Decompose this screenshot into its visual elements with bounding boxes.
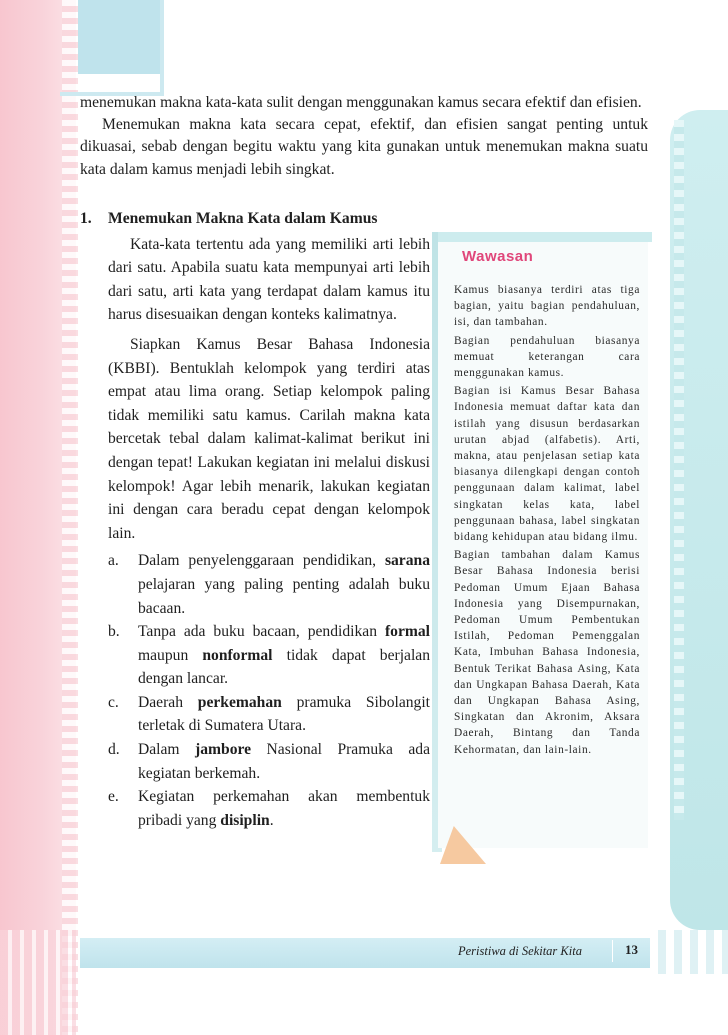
footer-separator: [612, 940, 613, 962]
item-text: Tanpa ada buku bacaan, pendidikan formal maupun nonformal tidak dapat berjalan dengan lancar.: [138, 623, 430, 688]
bold-word: sarana: [384, 552, 430, 570]
item-letter: e.: [108, 788, 119, 806]
list-item: [108, 785, 430, 832]
intro-paragraph-1: menemukan makna kata-kata sulit dengan menggunakan kamus secara efektif dan efisien.: [80, 94, 642, 111]
section-1: [80, 207, 430, 832]
footer-pixel-decor: [650, 930, 728, 974]
sidebar-title: Wawasan: [462, 248, 534, 265]
section-number: 1.: [80, 210, 92, 227]
footer-book-title: Peristiwa di Sekitar Kita: [458, 944, 582, 958]
right-decor-strip: [674, 120, 684, 820]
bold-word: jambore: [195, 741, 252, 759]
list-item: [108, 549, 430, 620]
left-decor-edge: [62, 0, 78, 1035]
sidebar-top-accent: [438, 232, 652, 242]
footer-pink-decor: [0, 930, 76, 1035]
bold-word: formal: [384, 623, 430, 641]
sidebar-paragraph: Bagian tambahan dalam Kamus Besar Bahasa Indonesia berisi Pedoman Umum Ejaan Bahasa Indonesia yang Disempurnakan, Pedoman Umum Pembentukan Istilah, Pedoman Pemenggalan Kata, Imbuhan Bahasa Indonesia, Bentuk Terikat Bahasa Asing, Kata dan Ungkapan Bahasa Daerah, Kata dan Ungkapan Bahasa Asing, Singkatan dan Akronim, Aksara Daerah, Bintang dan Tanda Kehormatan, dan lain-lain.: [454, 549, 640, 756]
bold-word: perkemahan: [197, 693, 282, 711]
item-letter: a.: [108, 552, 119, 570]
sidebar-paragraph: Bagian pendahuluan biasanya memuat keterangan cara menggunakan kamus.: [454, 334, 640, 380]
item-letter: b.: [108, 623, 120, 641]
item-text: Dalam penyelenggaraan pendidikan, sarana pelajaran yang paling penting adalah buku bacaan.: [138, 552, 430, 617]
list-item: [108, 620, 430, 691]
section-title: Menemukan Makna Kata dalam Kamus: [108, 210, 378, 227]
list-item: [108, 738, 430, 785]
section-paragraph-1: Kata-kata tertentu ada yang memiliki arti lebih dari satu. Apabila suatu kata mempunyai arti lebih dari satu, arti kata yang terdapat dalam kamus itu harus disesuaikan dengan konteks kalimatnya.: [108, 235, 430, 324]
item-letter: d.: [108, 741, 120, 759]
item-text: Kegiatan perkemahan akan membentuk pribadi yang disiplin.: [138, 788, 430, 829]
sidebar-paragraph: Bagian isi Kamus Besar Bahasa Indonesia memuat daftar kata dan istilah yang disusun berdasarkan urutan abjad (alfabetis). Arti, makna, atau penjelasan setiap kata biasanya dilengkapi dengan contoh penggunaan dalam kalimat, label singkatan kelas kata, label penggunaan bahasa, label singkatan bidang kehidupan atau bidang ilmu.: [454, 385, 640, 544]
intro-paragraph-2: Menemukan makna kata secara cepat, efektif, dan efisien sangat penting untuk dikuasai, sebab dengan begitu waktu yang kita gunakan untuk menemukan makna suatu kata dalam kamus menjadi lebih singkat.: [80, 116, 648, 178]
top-decor-block: [78, 0, 160, 74]
sidebar-paragraph: Kamus biasanya terdiri atas tiga bagian, yaitu bagian pendahuluan, isi, dan tambahan.: [454, 284, 640, 329]
section-heading: [80, 207, 430, 231]
page-number: 13: [625, 942, 638, 957]
item-text: Dalam jambore Nasional Pramuka ada kegiatan berkemah.: [138, 741, 430, 782]
bold-word: disiplin: [220, 811, 270, 829]
item-letter: c.: [108, 693, 119, 711]
sidebar-text: [454, 282, 640, 760]
list-item: [108, 691, 430, 738]
bold-word: nonformal: [202, 646, 273, 664]
intro-text: [80, 92, 648, 181]
section-body: [108, 233, 430, 833]
section-paragraph-2: Siapkan Kamus Besar Bahasa Indonesia (KBBI). Bentuklah kelompok yang terdiri atas empat atau lima orang. Setiap kelompok paling tidak memiliki satu kamus. Carilah makna kata bercetak tebal dalam kalimat-kalimat berikut ini dengan tepat! Lakukan kegiatan ini melalui diskusi kelompok! Agar lebih menarik, lakukan kegiatan ini dengan cara beradu cepat dengan kelompok lain.: [108, 335, 430, 542]
exercise-list: [108, 549, 430, 832]
item-text: Daerah perkemahan pramuka Sibolangit terletak di Sumatera Utara.: [138, 693, 430, 735]
